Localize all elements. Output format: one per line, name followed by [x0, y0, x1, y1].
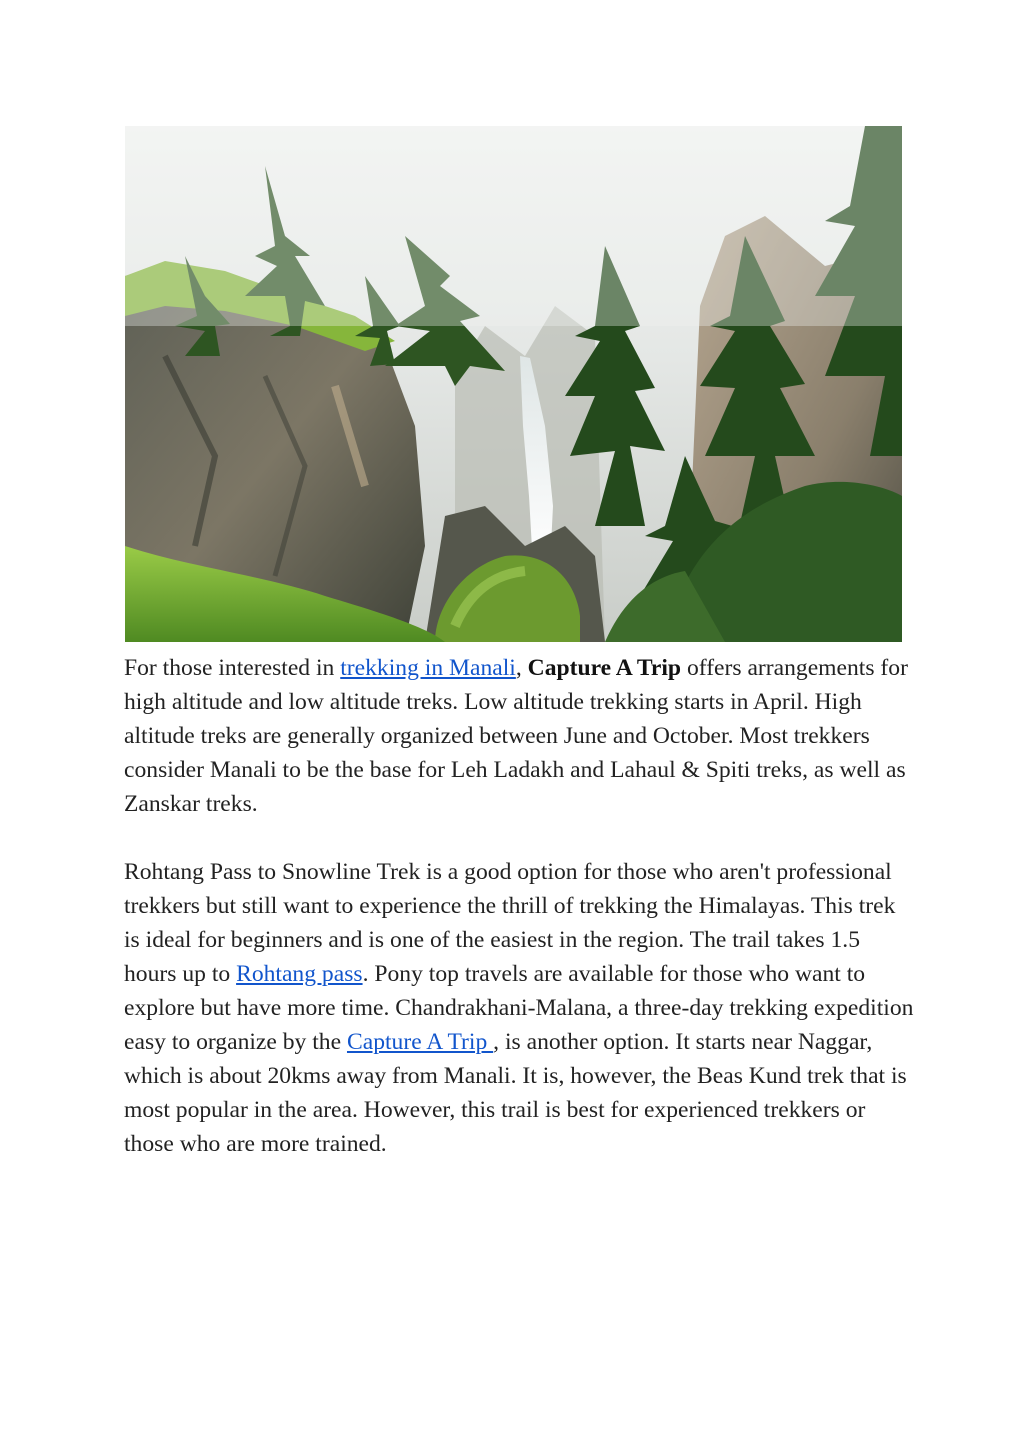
intro-text-1: For those interested in	[124, 655, 341, 681]
rohtang-text-1: Rohtang Pass to Snowline Trek is a good option for those who aren't professional trekkers but still want to experience the thrill of trekking the Himalayas. This trek is ideal for beginners and is one of the easiest in the region. The trail takes 1.5 hours up to	[124, 859, 896, 987]
rohtang-text-3: , is another option. It starts near Naggar, which is about 20kms away from Manali. It is, however, the Beas Kund trek that is most popular in the area. However, this trail is best for experienced trekkers or those who are more trained.	[124, 1029, 907, 1157]
manali-waterfall-photo	[125, 126, 902, 642]
paragraph-rohtang	[124, 855, 914, 1161]
rohtang-pass-link[interactable]: Rohtang pass	[236, 961, 363, 987]
rohtang-text-2: . Pony top travels are available for those who want to explore but have more time. Chandrakhani-Malana, a three-day trekking expedition easy to organize by the	[124, 961, 914, 1055]
photo-illustration	[125, 126, 902, 642]
capture-a-trip-bold: Capture A Trip	[527, 655, 682, 681]
intro-text-2: ,	[515, 655, 528, 681]
capture-a-trip-link[interactable]: Capture A Trip	[346, 1029, 494, 1055]
paragraph-intro	[124, 651, 914, 821]
trekking-in-manali-link[interactable]: trekking in Manali	[340, 655, 516, 681]
intro-text-3: offers arrangements for high altitude and low altitude treks. Low altitude trekking starts in April. High altitude treks are generally organized between June and October. Most trekkers consider Manali to be the base for Leh Ladakh and Lahaul & Spiti treks, as well as Zanskar treks.	[124, 655, 908, 817]
article-body	[124, 651, 914, 1161]
